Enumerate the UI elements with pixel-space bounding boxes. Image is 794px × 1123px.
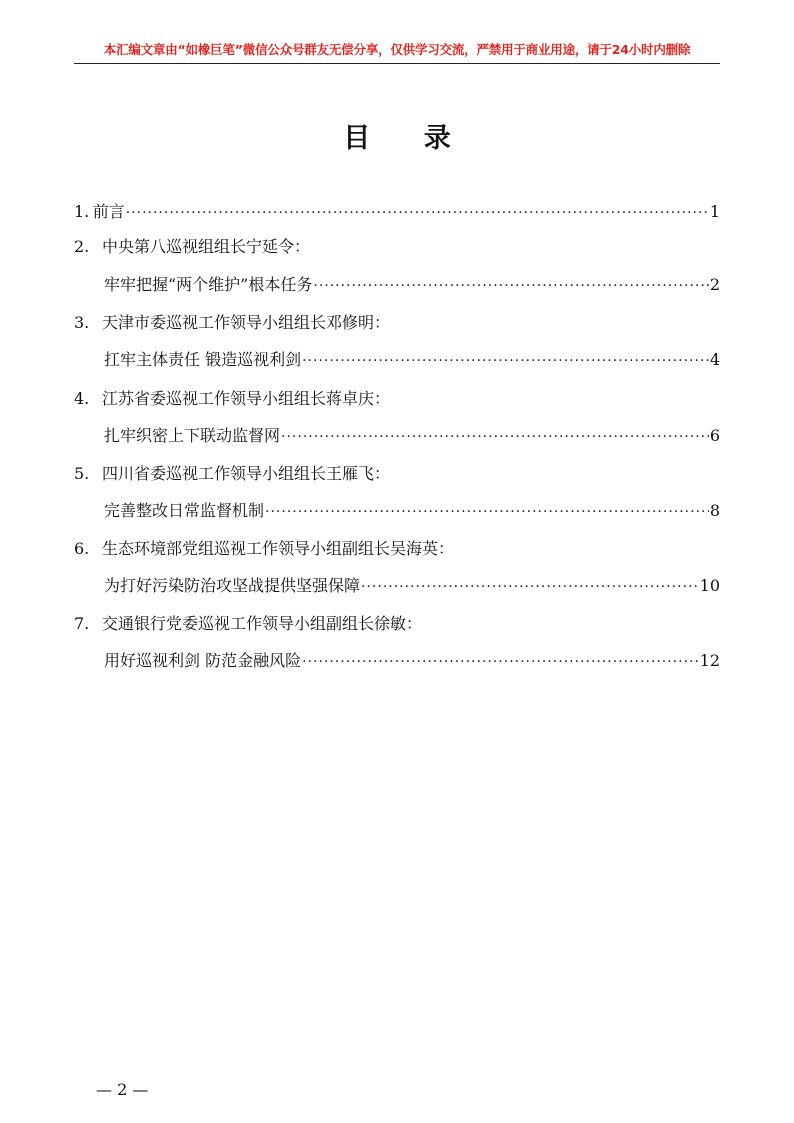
toc-entry-author: 江苏省委巡视工作领导小组组长蒋卓庆： (102, 389, 391, 408)
toc-entry-author: 中央第八巡视组组长宁延令： (102, 237, 311, 256)
toc-entry-5-subtitle[interactable] (104, 499, 720, 523)
page-number-footer: — 2 — (96, 1080, 149, 1099)
toc-entry-number: 5. (74, 464, 90, 483)
toc-leader-dots (265, 500, 709, 524)
toc-entry-title: 为打好污染防治攻坚战提供坚强保障 (104, 576, 361, 595)
toc-entry-title: 扛牢主体责任 锻造巡视利剑 (104, 350, 302, 369)
toc-entry-4-subtitle[interactable] (104, 424, 720, 448)
toc-page-number: 10 (699, 576, 720, 595)
toc-entry-author: 天津市委巡视工作领导小组组长邓修明： (102, 313, 391, 332)
toc-entry-title: 扎牢织密上下联动监督网 (104, 426, 281, 445)
toc-entry-7-heading[interactable] (74, 612, 720, 636)
toc-page-number: 8 (709, 501, 720, 520)
toc-entry-3-heading[interactable] (74, 311, 720, 335)
toc-entry-6-heading[interactable] (74, 537, 720, 561)
toc-leader-dots (302, 349, 709, 373)
toc-leader-dots (126, 201, 709, 225)
toc-entry-author: 四川省委巡视工作领导小组组长王雁飞： (102, 464, 391, 483)
header-notice: 本汇编文章由“如橡巨笔”微信公众号群友无偿分享，仅供学习交流，严禁用于商业用途，请于24小时内删除 (103, 42, 691, 57)
toc-entry-7-subtitle[interactable] (104, 649, 720, 673)
toc-entry-5-heading[interactable] (74, 462, 720, 486)
toc-leader-dots (302, 650, 699, 674)
toc-entry-2-heading[interactable] (74, 235, 720, 259)
toc-entry-title: 牢牢把握“两个维护”根本任务 (104, 275, 313, 294)
toc-entry-number: 2. (74, 237, 90, 256)
toc-entry-number: 7. (74, 614, 90, 633)
toc-leader-dots (361, 575, 699, 599)
toc-entry-title: 完善整改日常监督机制 (104, 501, 265, 520)
toc-page-number: 1 (709, 202, 720, 221)
page-title: 目 录 (343, 123, 473, 154)
toc-entry-6-subtitle[interactable] (104, 574, 720, 598)
toc-entry-number: 1. (74, 202, 90, 221)
toc-entry-title: 用好巡视利剑 防范金融风险 (104, 651, 302, 670)
toc-leader-dots (281, 425, 709, 449)
toc-entry-4-heading[interactable] (74, 387, 720, 411)
toc-entry-2-subtitle[interactable] (104, 273, 720, 297)
toc-entry-number: 4. (74, 389, 90, 408)
toc-entry-1[interactable] (74, 200, 720, 224)
toc-entry-3-subtitle[interactable] (104, 348, 720, 372)
toc-page-number: 12 (699, 651, 720, 670)
toc-entry-author: 生态环境部党组巡视工作领导小组副组长吴海英： (102, 539, 455, 558)
toc-page-number: 2 (709, 275, 720, 294)
toc-entry-author: 交通银行党委巡视工作领导小组副组长徐敏： (102, 614, 423, 633)
toc-entry-number: 3. (74, 313, 90, 332)
toc-page-number: 4 (709, 350, 720, 369)
toc-page-number: 6 (709, 426, 720, 445)
toc-leader-dots (313, 274, 708, 298)
toc-entry-title: 前言 (92, 202, 125, 221)
toc-entry-number: 6. (74, 539, 90, 558)
